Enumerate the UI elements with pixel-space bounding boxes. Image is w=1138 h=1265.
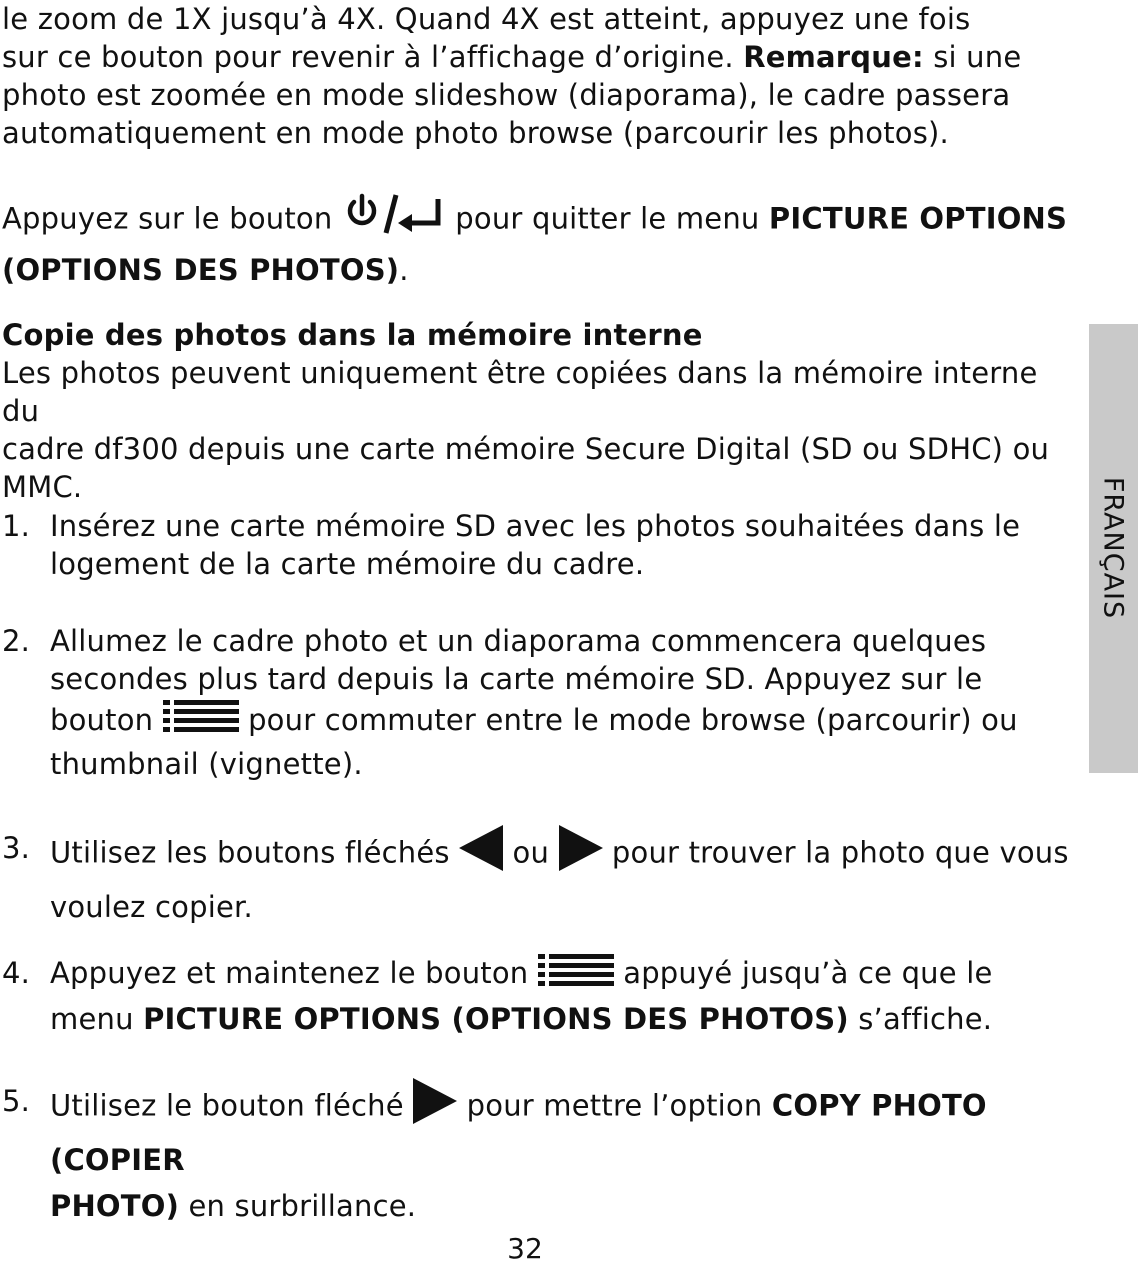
step-number: 5. (2, 1084, 31, 1118)
option-name: COPY PHOTO (COPIER (50, 1088, 987, 1177)
option-name: PHOTO) (50, 1189, 180, 1223)
menu-name: (OPTIONS DES PHOTOS) (2, 253, 400, 287)
step-text: pour trouver la photo que vous (602, 835, 1069, 870)
exit-text: pour quitter le menu (445, 201, 769, 236)
exit-line (2, 248, 1067, 293)
intro-line: photo est zoomée en mode slideshow (diaporama), le cadre passera (2, 78, 1011, 112)
exit-paragraph (2, 193, 1067, 293)
intro-line: automatiquement en mode photo browse (parcourir les photos). (2, 116, 949, 150)
exit-text: . (399, 253, 409, 287)
step-text: s’affiche. (848, 1001, 993, 1036)
step-text: Utilisez les boutons fléchés (50, 835, 460, 870)
page-number: 32 (507, 1232, 543, 1265)
step-line (50, 698, 1070, 745)
intro-line (2, 38, 1021, 76)
intro-paragraph (2, 0, 1021, 152)
list-item (0, 1078, 1070, 1229)
intro-line: le zoom de 1X jusqu’à 4X. Quand 4X est atteint, appuyez une fois (2, 2, 971, 36)
list-item (0, 622, 1070, 783)
step-number: 1. (2, 509, 31, 543)
step-text: ou (503, 835, 559, 870)
left-arrow-icon (459, 825, 503, 884)
section-line: Les photos peuvent uniquement être copiées dans la mémoire interne du (2, 356, 1038, 428)
section-line: MMC. (2, 470, 83, 504)
list-item (0, 825, 1070, 930)
exit-line (2, 193, 1067, 248)
intro-text: si une (923, 40, 1022, 74)
step-text: appuyé jusqu’à ce que le (613, 956, 993, 990)
menu-name: PICTURE OPTIONS (OPTIONS DES PHOTOS) (143, 1001, 849, 1036)
step-text: menu (50, 1001, 144, 1036)
step-number: 2. (2, 624, 31, 658)
step-text: bouton (50, 703, 163, 737)
menu-icon (538, 953, 614, 998)
list-item (0, 507, 1070, 583)
step-line: logement de la carte mémoire du cadre. (50, 547, 645, 581)
step-text: Utilisez le bouton fléché (50, 1088, 414, 1123)
step-number: 3. (2, 831, 31, 865)
right-arrow-icon (559, 825, 603, 884)
step-line: Insérez une carte mémoire SD avec les photos souhaitées dans le (50, 509, 1021, 543)
step-line (50, 825, 1070, 884)
step-line (50, 1183, 1070, 1229)
section-line: cadre df300 depuis une carte mémoire Secure Digital (SD ou SDHC) ou (2, 432, 1050, 466)
intro-text: sur ce bouton pour revenir à l’affichage d’origine. (2, 40, 744, 74)
power-return-icon (342, 193, 446, 248)
remark-label: Remarque: (743, 40, 924, 74)
step-line (50, 998, 1070, 1040)
menu-name: PICTURE OPTIONS (768, 201, 1068, 236)
step-text: Appuyez et maintenez le bouton (50, 956, 538, 990)
step-line (50, 952, 1070, 998)
list-item (0, 952, 1070, 1040)
language-tab-label: FRANÇAIS (1097, 476, 1129, 620)
step-text: pour commuter entre le mode browse (parcourir) ou (238, 703, 1018, 737)
step-line: voulez copier. (50, 890, 253, 924)
section-heading: Copie des photos dans la mémoire interne (2, 318, 703, 352)
step-text: en surbrillance. (179, 1189, 417, 1223)
step-text: pour mettre l’option (457, 1088, 772, 1123)
menu-icon (163, 699, 239, 745)
exit-text: Appuyez sur le bouton (2, 201, 342, 236)
step-line (50, 1078, 1070, 1183)
step-line: thumbnail (vignette). (50, 747, 363, 781)
right-arrow-icon (413, 1078, 457, 1137)
step-line: Allumez le cadre photo et un diaporama commencera quelques (50, 624, 987, 658)
step-number: 4. (2, 956, 31, 990)
step-line: secondes plus tard depuis la carte mémoire SD. Appuyez sur le (50, 662, 983, 696)
copy-section (2, 316, 1075, 506)
